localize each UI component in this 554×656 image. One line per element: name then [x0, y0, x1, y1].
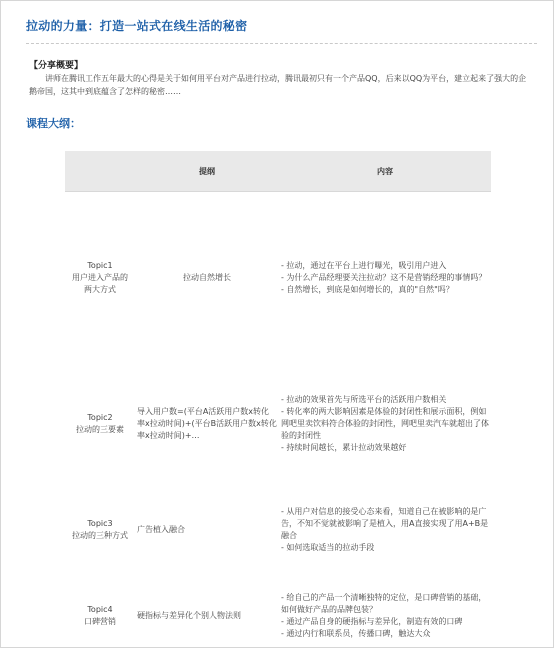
- outline-cell: 硬指标与差异化个别人物法则: [137, 610, 241, 620]
- topic-title: 用户进入产品的两大方式: [72, 272, 128, 294]
- topic-label: Topic3: [87, 518, 113, 528]
- topic-label: Topic2: [87, 412, 113, 422]
- content-line: - 通过内行和联系员，传播口碑，触达大众: [281, 628, 431, 638]
- table-row: [65, 192, 491, 364]
- content-cell: [279, 364, 491, 484]
- article-title: 拉动的力量：打造一站式在线生活的秘密: [26, 19, 248, 33]
- topic-cell: [65, 576, 135, 656]
- topic-title: 拉动的三种方式: [72, 530, 128, 540]
- content-cell: [279, 576, 491, 656]
- content-cell: [279, 192, 491, 364]
- table-row: [65, 576, 491, 656]
- title-divider: [26, 43, 537, 44]
- topic-title: 口碑营销: [84, 616, 116, 626]
- outline-cell: 导入用户数=(平台A活跃用户数x转化率x拉动时间)+(平台B活跃用户数x转化率x拉动时间)+…: [137, 406, 277, 440]
- outline-table: [65, 151, 491, 656]
- topic-label: Topic4: [87, 604, 113, 614]
- content-cell: [279, 484, 491, 576]
- outline-heading: 课程大纲：: [26, 117, 81, 130]
- header-outline: 提纲: [135, 151, 279, 192]
- topic-cell: [65, 192, 135, 364]
- table-row: [65, 484, 491, 576]
- content-line: - 自然增长，到底是如何增长的，真的"自然"吗？: [281, 284, 454, 294]
- outline-cell: 拉动自然增长: [183, 272, 231, 282]
- content-line: - 如何选取适当的拉动手段: [281, 542, 375, 552]
- table-row: [65, 364, 491, 484]
- header-content: 内容: [279, 151, 491, 192]
- content-line: - 给自己的产品一个清晰独特的定位，是口碑营销的基础，如何做好产品的品牌包装？: [281, 592, 487, 614]
- content-line: - 转化率的两大影响因素是体验的封闭性和展示面积，例如网吧里卖饮料符合体验的封闭性，网吧里卖汽车就超出了体验的封闭性: [281, 406, 489, 440]
- header-topic: [65, 151, 135, 192]
- outline-cell: 广告植入融合: [137, 524, 185, 534]
- summary-text: 讲师在腾讯工作五年最大的心得是关于如何用平台对产品进行拉动，腾讯最初只有一个产品QQ，后来以QQ为平台，建立起来了强大的企鹅帝国，这其中到底蕴含了怎样的秘密……: [29, 74, 527, 96]
- topic-title: 拉动的三要素: [76, 424, 124, 434]
- topic-cell: [65, 484, 135, 576]
- content-line: - 拉动，通过在平台上进行曝光，吸引用户进入: [281, 260, 447, 270]
- topic-cell: [65, 364, 135, 484]
- content-line: - 为什么产品经理要关注拉动？这不是营销经理的事情吗？: [281, 272, 487, 282]
- content-line: - 拉动的效果首先与所选平台的活跃用户数相关: [281, 394, 447, 404]
- topic-label: Topic1: [87, 260, 113, 270]
- summary-heading: 【分享概要】: [29, 61, 84, 71]
- outline-header-row: [65, 151, 491, 192]
- content-line: - 通过产品自身的硬指标与差异化，制造有效的口碑: [281, 616, 463, 626]
- content-line: - 持续时间越长，累计拉动效果越好: [281, 442, 407, 452]
- content-line: - 从用户对信息的接受心态来看，知道自己在被影响的是广告，不知不觉就被影响了是植入，用A直接实现了用A+B是融合: [281, 506, 489, 540]
